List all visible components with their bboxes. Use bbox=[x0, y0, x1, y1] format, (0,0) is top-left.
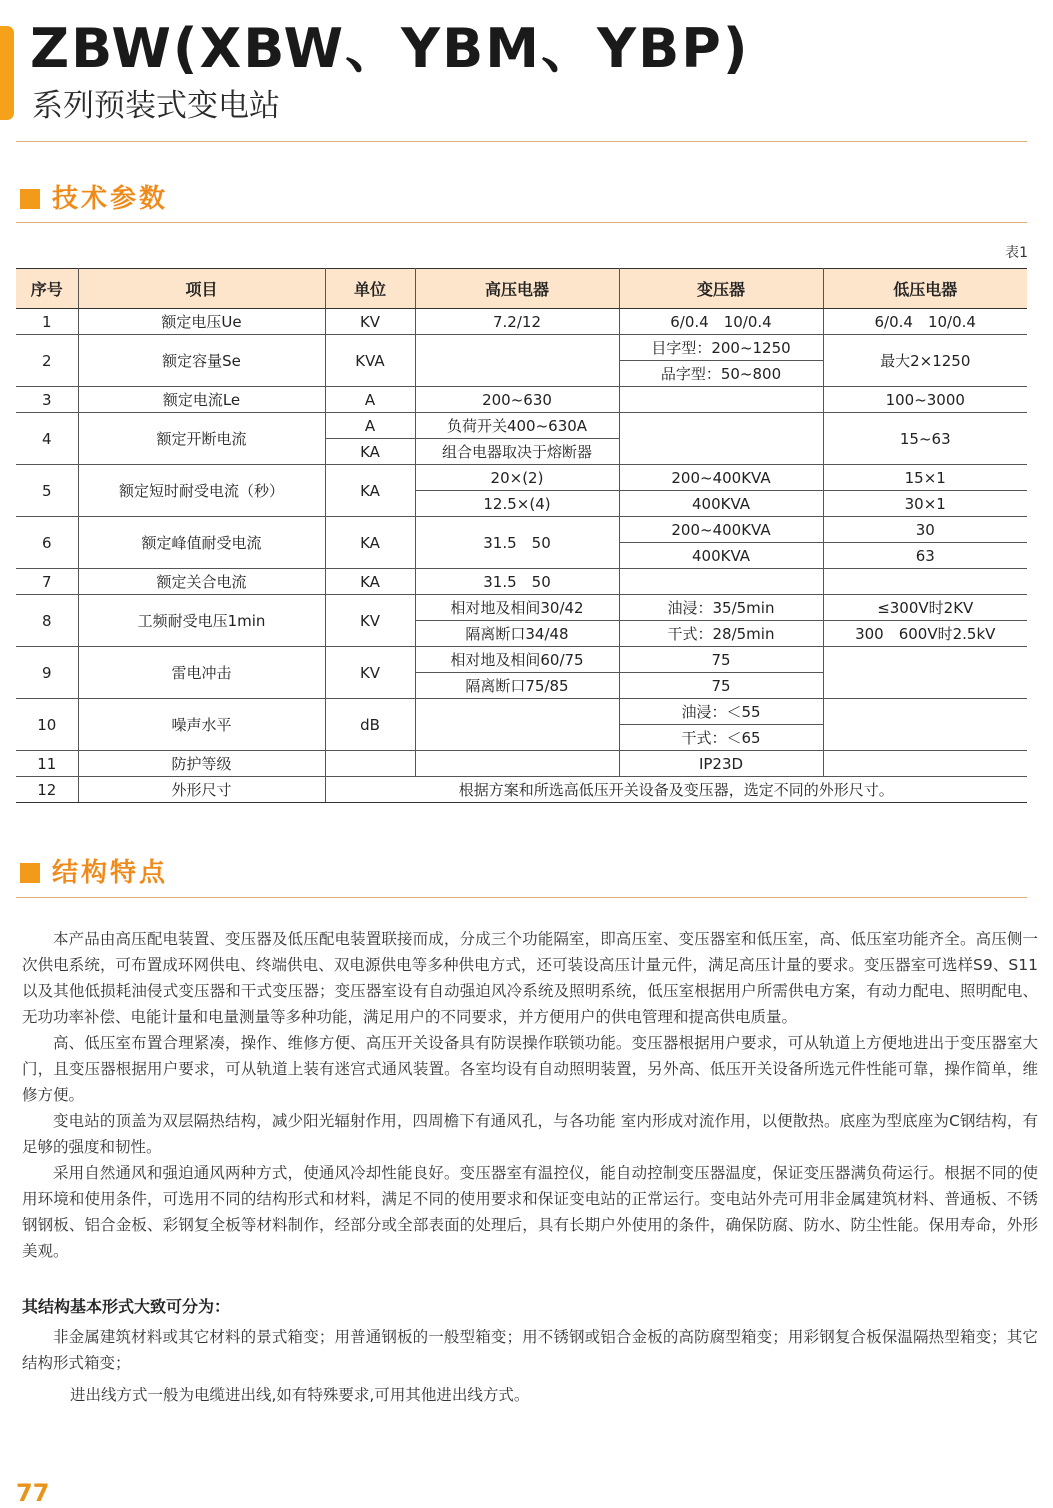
table-cell: 31.5 50 bbox=[415, 517, 619, 569]
table-row bbox=[16, 777, 1027, 803]
section-divider bbox=[16, 897, 1027, 898]
table-cell: 63 bbox=[823, 543, 1027, 569]
table-cell bbox=[415, 335, 619, 387]
forms-heading: 其结构基本形式大致可分为： bbox=[22, 1297, 231, 1316]
table-cell bbox=[619, 569, 823, 595]
table-cell bbox=[619, 413, 823, 465]
section-square-icon bbox=[20, 189, 40, 209]
table-cell: 相对地及相间60/75 bbox=[415, 647, 619, 673]
table-cell: 10 bbox=[16, 699, 78, 751]
table-cell bbox=[823, 751, 1027, 777]
table-cell: 7 bbox=[16, 569, 78, 595]
table-cell: 干式：＜65 bbox=[619, 725, 823, 751]
table-cell: KV bbox=[325, 595, 415, 647]
table-cell: ≤300V时2KV bbox=[823, 595, 1027, 621]
table-cell: 12.5×(4) bbox=[415, 491, 619, 517]
table-cell: A bbox=[325, 387, 415, 413]
table-cell: 工频耐受电压1min bbox=[78, 595, 325, 647]
table-cell: IP23D bbox=[619, 751, 823, 777]
col-header: 项目 bbox=[78, 269, 325, 309]
table-row bbox=[16, 387, 1027, 413]
table-row bbox=[16, 699, 1027, 725]
col-header: 序号 bbox=[16, 269, 78, 309]
table-cell: 额定短时耐受电流（秒） bbox=[78, 465, 325, 517]
table-cell: 相对地及相间30/42 bbox=[415, 595, 619, 621]
table-cell: 15×1 bbox=[823, 465, 1027, 491]
accent-bar bbox=[0, 26, 14, 120]
paragraph: 进出线方式一般为电缆进出线,如有特殊要求,可用其他进出线方式。 bbox=[70, 1386, 530, 1404]
page-title: ZBW(XBW、YBM、YBP) bbox=[30, 17, 750, 80]
table-cell: 300 600V时2.5kV bbox=[823, 621, 1027, 647]
paragraph: 非金属建筑材料或其它材料的景式箱变；用普通钢板的一般型箱变；用不锈钢或铝合金板的高防腐型箱变；用彩钢复合板保温隔热型箱变；其它结构形式箱变； bbox=[22, 1328, 1038, 1372]
table-cell: KA bbox=[325, 439, 415, 465]
table-cell: 负荷开关400~630A bbox=[415, 413, 619, 439]
table-cell: 400KVA bbox=[619, 543, 823, 569]
table-cell: 200~630 bbox=[415, 387, 619, 413]
table-cell: 雷电冲击 bbox=[78, 647, 325, 699]
col-header: 低压电器 bbox=[823, 269, 1027, 309]
table-cell bbox=[823, 569, 1027, 595]
table-cell: 干式：28/5min bbox=[619, 621, 823, 647]
section-square-icon bbox=[20, 863, 40, 883]
table-cell: 5 bbox=[16, 465, 78, 517]
section-divider bbox=[16, 222, 1027, 223]
table-cell: 目字型：200~1250 bbox=[619, 335, 823, 361]
col-header: 单位 bbox=[325, 269, 415, 309]
table-cell: KA bbox=[325, 569, 415, 595]
section-title: 结构特点 bbox=[52, 858, 169, 888]
table-cell: 最大2×1250 bbox=[823, 335, 1027, 387]
table-row bbox=[16, 569, 1027, 595]
table-cell: 6/0.4 10/0.4 bbox=[619, 309, 823, 335]
table-cell: 额定峰值耐受电流 bbox=[78, 517, 325, 569]
table-cell: 根据方案和所选高低压开关设备及变压器，选定不同的外形尺寸。 bbox=[325, 777, 1027, 803]
table-cell: 额定电压Ue bbox=[78, 309, 325, 335]
table-cell: 油浸：35/5min bbox=[619, 595, 823, 621]
table-cell bbox=[325, 751, 415, 777]
table-cell: KV bbox=[325, 309, 415, 335]
table-cell: 油浸：＜55 bbox=[619, 699, 823, 725]
table-header-row bbox=[16, 269, 1027, 309]
table-cell: 200~400KVA bbox=[619, 465, 823, 491]
table-cell: 30×1 bbox=[823, 491, 1027, 517]
section-structure bbox=[20, 856, 168, 890]
table-cell: 31.5 50 bbox=[415, 569, 619, 595]
table-row bbox=[16, 413, 1027, 439]
table-cell bbox=[823, 699, 1027, 751]
section-tech-params bbox=[20, 182, 168, 216]
table-cell: 4 bbox=[16, 413, 78, 465]
table-cell: 组合电器取决于熔断器 bbox=[415, 439, 619, 465]
table-cell: 3 bbox=[16, 387, 78, 413]
page-number: 77 bbox=[16, 1479, 50, 1507]
table-cell: 75 bbox=[619, 673, 823, 699]
table-cell: 9 bbox=[16, 647, 78, 699]
table-cell: 1 bbox=[16, 309, 78, 335]
table-row bbox=[16, 595, 1027, 621]
table-cell: 100~3000 bbox=[823, 387, 1027, 413]
table-cell: 11 bbox=[16, 751, 78, 777]
structure-body bbox=[22, 926, 1038, 1264]
table-cell: 隔离断口75/85 bbox=[415, 673, 619, 699]
forms-body bbox=[22, 1324, 1038, 1408]
table-cell: 400KVA bbox=[619, 491, 823, 517]
table-cell bbox=[619, 387, 823, 413]
table-row bbox=[16, 647, 1027, 673]
table-cell: 7.2/12 bbox=[415, 309, 619, 335]
paragraph: 高、低压室布置合理紧凑，操作、维修方便、高压开关设备具有防误操作联锁功能。变压器根据用户要求，可从轨道上方便地进出于变压器室大门，且变压器根据用户要求，可从轨道上装有迷宫式通风装置。各室均设有自动照明装置，另外高、低压开关设备所选元件性能可靠，操作简单，维修方便。 bbox=[22, 1034, 1038, 1104]
table-cell: 6 bbox=[16, 517, 78, 569]
table-cell: 15~63 bbox=[823, 413, 1027, 465]
page-subtitle: 系列预装式变电站 bbox=[32, 88, 280, 124]
col-header: 变压器 bbox=[619, 269, 823, 309]
table-cell: A bbox=[325, 413, 415, 439]
paragraph: 本产品由高压配电装置、变压器及低压配电装置联接而成，分成三个功能隔室，即高压室、变压器室和低压室，高、低压室功能齐全。高压侧一次供电系统，可布置成环网供电、终端供电、双电源供电等多种供电方式，还可装设高压计量元件，满足高压计量的要求。变压器室可选样S9、S11以及其他低损耗油侵式变压器和干式变压器；变压器室设有自动强迫风冷系统及照明系统，低压室根据用户所需供电方案，有动力配电、照明配电、无功功率补偿、电能计量和电量测量等多种功能，满足用户的不同要求，并方便用户的供电管理和提高供电质量。 bbox=[22, 930, 1038, 1026]
spec-table bbox=[16, 268, 1027, 803]
table-cell: dB bbox=[325, 699, 415, 751]
table-number: 表1 bbox=[1005, 245, 1028, 261]
table-cell: 外形尺寸 bbox=[78, 777, 325, 803]
table-cell: 200~400KVA bbox=[619, 517, 823, 543]
table-cell: 品字型：50~800 bbox=[619, 361, 823, 387]
table-row bbox=[16, 465, 1027, 491]
table-cell: 噪声水平 bbox=[78, 699, 325, 751]
paragraph: 变电站的顶盖为双层隔热结构，减少阳光辐射作用，四周檐下有通风孔，与各功能 室内形成对流作用，以便散热。底座为型底座为C钢结构，有足够的强度和韧性。 bbox=[22, 1112, 1038, 1156]
table-cell: 防护等级 bbox=[78, 751, 325, 777]
table-cell: KA bbox=[325, 517, 415, 569]
table-cell: 额定容量Se bbox=[78, 335, 325, 387]
table-cell bbox=[415, 751, 619, 777]
table-cell bbox=[415, 699, 619, 751]
table-cell: 75 bbox=[619, 647, 823, 673]
table-row bbox=[16, 751, 1027, 777]
table-cell: 20×(2) bbox=[415, 465, 619, 491]
table-cell: 8 bbox=[16, 595, 78, 647]
table-cell: 隔离断口34/48 bbox=[415, 621, 619, 647]
table-cell: 6/0.4 10/0.4 bbox=[823, 309, 1027, 335]
table-cell bbox=[823, 647, 1027, 699]
table-cell: 12 bbox=[16, 777, 78, 803]
table-cell: KV bbox=[325, 647, 415, 699]
table-cell: 额定开断电流 bbox=[78, 413, 325, 465]
table-row bbox=[16, 517, 1027, 543]
table-row bbox=[16, 309, 1027, 335]
col-header: 高压电器 bbox=[415, 269, 619, 309]
table-row bbox=[16, 335, 1027, 361]
table-cell: 2 bbox=[16, 335, 78, 387]
table-cell: KA bbox=[325, 465, 415, 517]
table-cell: 额定电流Le bbox=[78, 387, 325, 413]
section-title: 技术参数 bbox=[52, 184, 169, 214]
table-cell: 额定关合电流 bbox=[78, 569, 325, 595]
table-cell: 30 bbox=[823, 517, 1027, 543]
paragraph: 采用自然通风和强迫通风两种方式，使通风冷却性能良好。变压器室有温控仪，能自动控制变压器温度，保证变压器满负荷运行。根据不同的使用环境和使用条件，可选用不同的结构形式和材料，满足不同的使用要求和保证变电站的正常运行。变电站外壳可用非金属建筑材料、普通板、不锈钢钢板、铝合金板、彩钢复全板等材料制作，经部分或全部表面的处理后，具有长期户外使用的条件，确保防腐、防水、防尘性能。保用寿命，外形美观。 bbox=[22, 1164, 1038, 1260]
title-divider bbox=[16, 141, 1027, 142]
table-cell: KVA bbox=[325, 335, 415, 387]
